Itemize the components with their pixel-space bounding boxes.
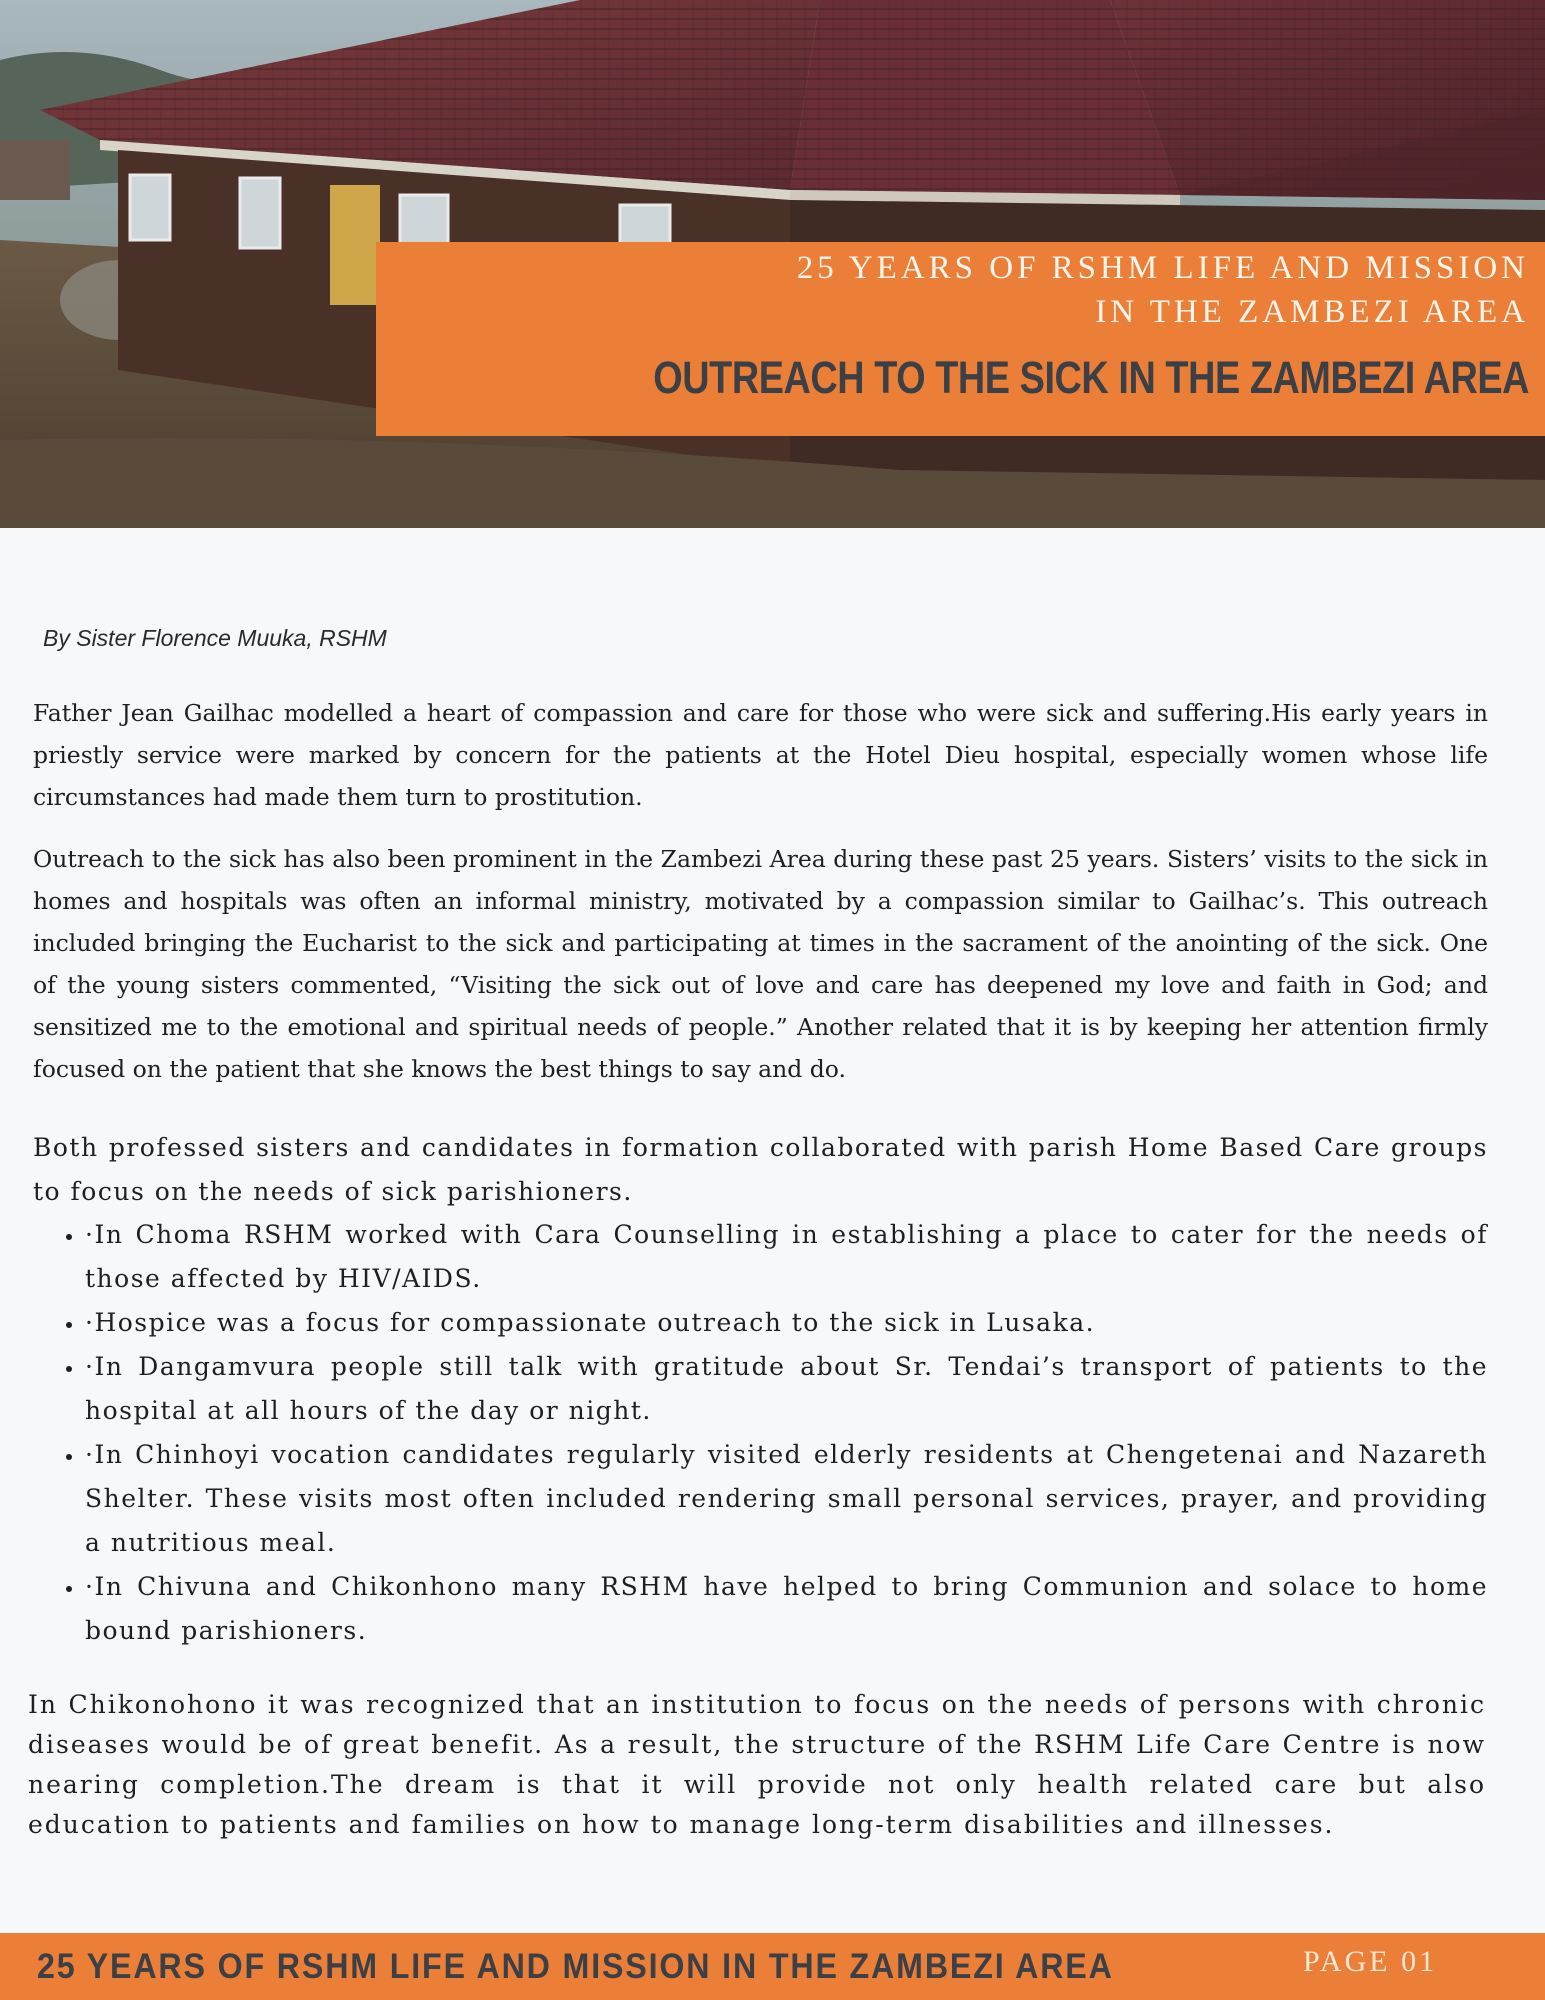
list-item: • ·In Dangamvura people still talk with gratitude about Sr. Tendai’s transport of patients to the hospital at all hours of the day or night. (85, 1345, 1488, 1433)
list-item: • ·Hospice was a focus for compassionate outreach to the sick in Lusaka. (85, 1301, 1488, 1345)
footer-title: 25 YEARS OF RSHM LIFE AND MISSION IN THE ZAMBEZI AREA (37, 1947, 1114, 1986)
paragraph-intro: Father Jean Gailhac modelled a heart of compassion and care for those who were sick and suffering.His early years in priestly service were marked by concern for the patients at the Hotel Dieu hospital, especially women whose life circumstances had made them turn to prostitution. (33, 699, 1488, 811)
paragraph-outreach: Outreach to the sick has also been prominent in the Zambezi Area during these past 25 years. Sisters’ visits to the sick in homes and hospitals was often an informal ministry, motivated by a compassion similar to Gailhac’s. This outreach included bringing the Eucharist to the sick and participating at times in the sacrament of the anointing of the sick. One of the young sisters commented, “Visiting the sick out of love and care has deepened my love and faith in God; and sensitized me to the emotional and spiritual needs of people.” Another related that it is by keeping her attention firmly focused on the patient that she knows the best things to say and do. (33, 845, 1488, 1083)
outreach-list (33, 1213, 1488, 1653)
page-number: PAGE 01 (1303, 1945, 1438, 1978)
header-banner (376, 242, 1545, 436)
footer-bar (0, 1933, 1545, 2000)
list-item: • ·In Choma RSHM worked with Cara Counselling in establishing a place to cater for the needs of those affected by HIV/AIDS. (85, 1213, 1488, 1301)
series-kicker: 25 YEARS OF RSHM LIFE AND MISSION IN THE ZAMBEZI AREA (796, 250, 1529, 330)
paragraph-collaboration: Both professed sisters and candidates in formation collaborated with parish Home Based Care groups to focus on the needs of sick parishioners. (33, 1133, 1488, 1206)
list-item: • ·In Chivuna and Chikonhono many RSHM have helped to bring Communion and solace to home bound parishioners. (85, 1565, 1488, 1653)
article-title: OUTREACH TO THE SICK IN THE ZAMBEZI AREA (653, 352, 1529, 403)
paragraph-closing: In Chikonohono it was recognized that an institution to focus on the needs of persons with chronic diseases would be of great benefit. As a result, the structure of the RSHM Life Care Centre is now nearing completion.The dream is that it will provide not only health related care but also education to patients and families on how to manage long-term disabilities and illnesses. (28, 1690, 1486, 1839)
byline: By Sister Florence Muuka, RSHM (43, 625, 387, 651)
list-item: • ·In Chinhoyi vocation candidates regularly visited elderly residents at Chengetenai and Nazareth Shelter. These visits most often included rendering small personal services, prayer, and providing a nutritious meal. (85, 1433, 1488, 1565)
